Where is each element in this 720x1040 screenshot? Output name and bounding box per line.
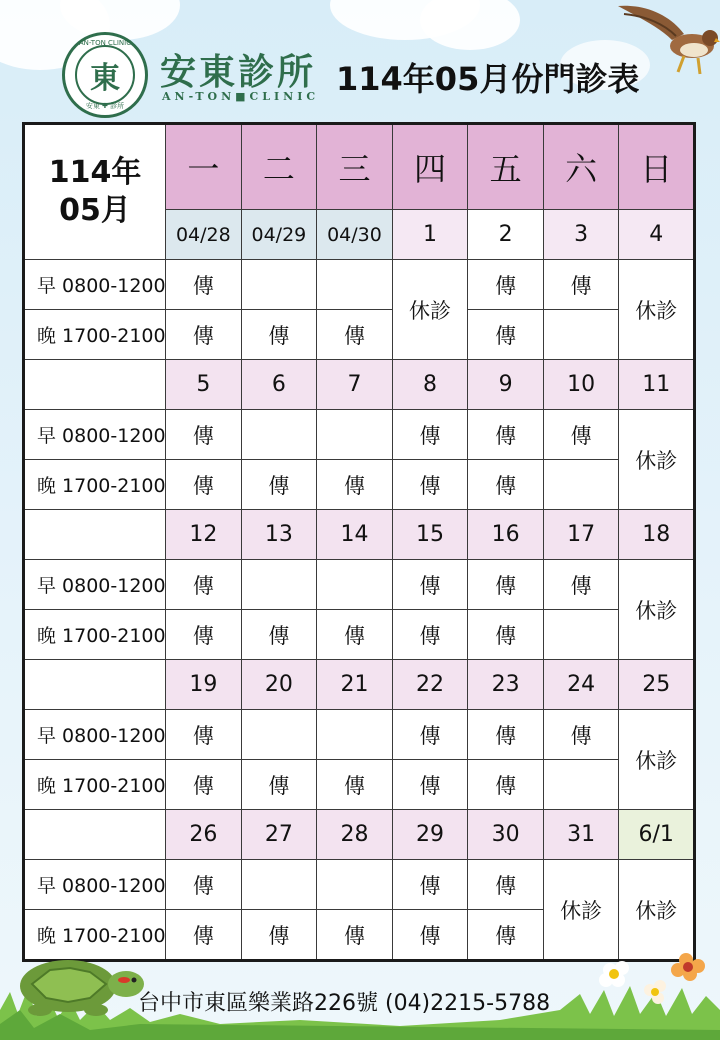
date-cell: 20 xyxy=(241,660,317,710)
doctor-mark: 傳 xyxy=(241,310,317,360)
closed-label: 休診 xyxy=(392,260,468,360)
closed-label: 休診 xyxy=(619,560,695,660)
doctor-mark: 傳 xyxy=(543,410,619,460)
morning-slot-label: 早 0800-1200 xyxy=(24,410,166,460)
morning-row xyxy=(24,560,695,610)
empty-slot xyxy=(241,710,317,760)
date-cell: 5 xyxy=(166,360,242,410)
date-row xyxy=(24,510,695,560)
morning-slot-label: 早 0800-1200 xyxy=(24,560,166,610)
empty-slot xyxy=(241,860,317,910)
date-cell: 15 xyxy=(392,510,468,560)
empty-label-cell xyxy=(24,810,166,860)
morning-row xyxy=(24,410,695,460)
doctor-mark: 傳 xyxy=(166,460,242,510)
date-cell: 31 xyxy=(543,810,619,860)
doctor-mark: 傳 xyxy=(392,410,468,460)
weekday-wed: 三 xyxy=(317,124,393,210)
doctor-mark: 傳 xyxy=(468,560,544,610)
doctor-mark: 傳 xyxy=(317,760,393,810)
doctor-mark: 傳 xyxy=(392,860,468,910)
doctor-mark: 傳 xyxy=(166,910,242,961)
evening-slot-label: 晚 1700-2100 xyxy=(24,910,166,961)
morning-slot-label: 早 0800-1200 xyxy=(24,860,166,910)
date-cell: 19 xyxy=(166,660,242,710)
doctor-mark: 傳 xyxy=(392,460,468,510)
date-cell: 04/28 xyxy=(166,210,242,260)
doctor-mark: 傳 xyxy=(317,460,393,510)
doctor-mark: 傳 xyxy=(543,260,619,310)
doctor-mark: 傳 xyxy=(392,710,468,760)
doctor-mark: 傳 xyxy=(468,860,544,910)
date-cell: 18 xyxy=(619,510,695,560)
date-cell: 8 xyxy=(392,360,468,410)
doctor-mark: 傳 xyxy=(166,560,242,610)
doctor-mark: 傳 xyxy=(468,910,544,961)
clinic-name-english: AN-TON■CLINIC xyxy=(162,90,320,103)
date-cell: 2 xyxy=(468,210,544,260)
doctor-mark: 傳 xyxy=(166,610,242,660)
date-cell: 6 xyxy=(241,360,317,410)
weekday-sat: 六 xyxy=(543,124,619,210)
empty-slot xyxy=(317,560,393,610)
doctor-mark: 傳 xyxy=(241,910,317,961)
empty-slot xyxy=(241,260,317,310)
empty-slot xyxy=(543,610,619,660)
empty-slot xyxy=(317,260,393,310)
logo-chinese-text: 安東 ✚ 診所 xyxy=(85,102,125,110)
doctor-mark: 傳 xyxy=(241,460,317,510)
empty-label-cell xyxy=(24,360,166,410)
date-cell: 10 xyxy=(543,360,619,410)
empty-slot xyxy=(543,310,619,360)
doctor-mark: 傳 xyxy=(166,410,242,460)
date-cell: 23 xyxy=(468,660,544,710)
weekday-thu: 四 xyxy=(392,124,468,210)
evening-row xyxy=(24,610,695,660)
evening-slot-label: 晚 1700-2100 xyxy=(24,460,166,510)
doctor-mark: 傳 xyxy=(543,710,619,760)
month-label: 05月 xyxy=(59,193,131,228)
empty-slot xyxy=(241,410,317,460)
clinic-name: 安東診所 xyxy=(160,51,317,93)
logo-emblem xyxy=(75,45,135,105)
turtle-illustration xyxy=(10,950,150,1020)
date-cell: 27 xyxy=(241,810,317,860)
date-cell: 3 xyxy=(543,210,619,260)
date-cell: 22 xyxy=(392,660,468,710)
flowers-decoration xyxy=(590,940,720,1040)
doctor-mark: 傳 xyxy=(392,760,468,810)
doctor-mark: 傳 xyxy=(468,310,544,360)
date-cell: 9 xyxy=(468,360,544,410)
weekday-tue: 二 xyxy=(241,124,317,210)
evening-row xyxy=(24,460,695,510)
doctor-mark: 傳 xyxy=(468,410,544,460)
morning-slot-label: 早 0800-1200 xyxy=(24,710,166,760)
date-cell: 30 xyxy=(468,810,544,860)
date-cell: 26 xyxy=(166,810,242,860)
doctor-mark: 傳 xyxy=(468,710,544,760)
weekday-mon: 一 xyxy=(166,124,242,210)
morning-row xyxy=(24,260,695,310)
doctor-mark: 傳 xyxy=(241,760,317,810)
year-label: 114年 xyxy=(48,155,142,190)
doctor-mark: 傳 xyxy=(317,910,393,961)
evening-slot-label: 晚 1700-2100 xyxy=(24,310,166,360)
logo-english-text: AN-TON CLINIC xyxy=(78,39,132,47)
clinic-address-phone: 台中市東區樂業路226號 (04)2215-5788 xyxy=(138,991,551,1016)
date-row xyxy=(24,660,695,710)
date-cell: 29 xyxy=(392,810,468,860)
empty-slot xyxy=(317,860,393,910)
date-cell: 24 xyxy=(543,660,619,710)
date-cell: 14 xyxy=(317,510,393,560)
date-cell: 21 xyxy=(317,660,393,710)
doctor-mark: 傳 xyxy=(392,560,468,610)
empty-label-cell xyxy=(24,510,166,560)
doctor-mark: 傳 xyxy=(392,910,468,961)
closed-label: 休診 xyxy=(543,860,619,961)
empty-slot xyxy=(543,460,619,510)
doctor-mark: 傳 xyxy=(166,710,242,760)
evening-slot-label: 晚 1700-2100 xyxy=(24,760,166,810)
date-cell: 7 xyxy=(317,360,393,410)
date-cell: 4 xyxy=(619,210,695,260)
empty-slot xyxy=(543,760,619,810)
date-cell: 13 xyxy=(241,510,317,560)
date-cell: 28 xyxy=(317,810,393,860)
page-title: 114年05月份門診表 xyxy=(336,60,640,98)
date-row xyxy=(24,810,695,860)
date-cell: 12 xyxy=(166,510,242,560)
year-month-cell xyxy=(24,124,166,260)
doctor-mark: 傳 xyxy=(317,310,393,360)
doctor-mark: 傳 xyxy=(166,860,242,910)
doctor-mark: 傳 xyxy=(543,560,619,610)
clinic-schedule-table xyxy=(22,122,696,962)
morning-row xyxy=(24,860,695,910)
doctor-mark: 傳 xyxy=(392,610,468,660)
evening-row xyxy=(24,310,695,360)
closed-label: 休診 xyxy=(619,710,695,810)
doctor-mark: 傳 xyxy=(468,460,544,510)
doctor-mark: 傳 xyxy=(166,760,242,810)
date-cell: 16 xyxy=(468,510,544,560)
date-row xyxy=(24,360,695,410)
weekday-sun: 日 xyxy=(619,124,695,210)
date-cell: 11 xyxy=(619,360,695,410)
evening-row xyxy=(24,760,695,810)
morning-row xyxy=(24,710,695,760)
doctor-mark: 傳 xyxy=(166,310,242,360)
doctor-mark: 傳 xyxy=(317,610,393,660)
date-cell: 04/30 xyxy=(317,210,393,260)
doctor-mark: 傳 xyxy=(468,760,544,810)
date-cell: 17 xyxy=(543,510,619,560)
morning-slot-label: 早 0800-1200 xyxy=(24,260,166,310)
evening-slot-label: 晚 1700-2100 xyxy=(24,610,166,660)
doctor-mark: 傳 xyxy=(166,260,242,310)
weekday-header-row xyxy=(24,124,695,210)
empty-label-cell xyxy=(24,660,166,710)
doctor-mark: 傳 xyxy=(468,260,544,310)
cloud-decoration xyxy=(420,0,520,50)
date-cell: 6/1 xyxy=(619,810,695,860)
date-cell: 25 xyxy=(619,660,695,710)
empty-slot xyxy=(317,710,393,760)
closed-label: 休診 xyxy=(619,260,695,360)
doctor-mark: 傳 xyxy=(241,610,317,660)
weekday-fri: 五 xyxy=(468,124,544,210)
closed-label: 休診 xyxy=(619,410,695,510)
empty-slot xyxy=(317,410,393,460)
closed-label: 休診 xyxy=(619,860,695,961)
clinic-logo xyxy=(62,32,148,118)
empty-slot xyxy=(241,560,317,610)
date-cell: 04/29 xyxy=(241,210,317,260)
date-cell: 1 xyxy=(392,210,468,260)
doctor-mark: 傳 xyxy=(468,610,544,660)
logo-character: 東 xyxy=(90,61,120,96)
